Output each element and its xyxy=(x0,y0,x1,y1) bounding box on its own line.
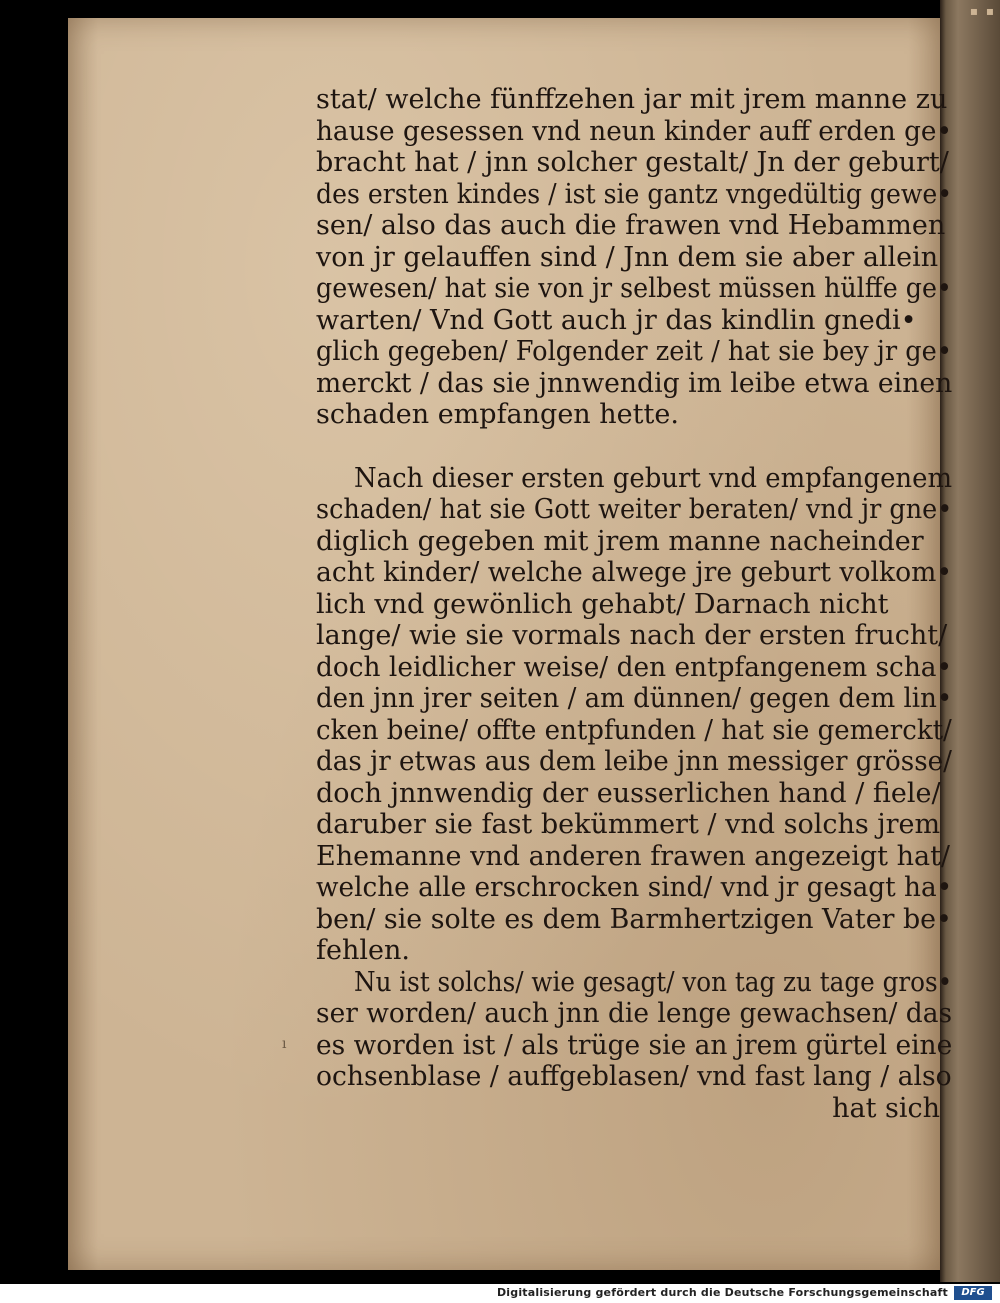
text-line: ser worden/ auch jnn die lenge gewachsen/ das xyxy=(316,998,953,1029)
catchword: hat sich xyxy=(832,1092,940,1124)
text-line: von jr gelauffen sind / Jnn dem sie aber allein xyxy=(316,241,939,273)
text-line: merckt / das sie jnnwendig im leibe etwa einen xyxy=(316,367,953,399)
text-line: schaden/ hat sie Gott weiter beraten/ vnd jr gne• xyxy=(316,494,953,525)
text-line: fehlen. xyxy=(316,935,410,966)
text-line: es worden ist / als trüge sie an jrem gürtel eine xyxy=(316,1029,953,1061)
text-line: sen/ also das auch die frawen vnd Hebammen xyxy=(316,210,946,241)
text-line: ben/ sie solte es dem Barmhertzigen Vater be• xyxy=(316,903,952,935)
text-line: Nu ist solchs/ wie gesagt/ von tag zu tage gros• xyxy=(354,966,953,998)
paragraph-2 xyxy=(316,463,966,967)
text-line: diglich gegeben mit jrem manne nacheinder xyxy=(316,525,924,557)
text-line: des ersten kindes / ist sie gantz vngedültig gewe• xyxy=(316,178,953,210)
edge-marks: ▪ ▪ xyxy=(969,4,996,18)
text-line: doch jnnwendig der eusserlichen hand / fiele/ xyxy=(316,777,941,809)
margin-mark: ı xyxy=(282,1036,287,1052)
text-line: den jnn jrer seiten / am dünnen/ gegen dem lin• xyxy=(316,683,953,714)
text-line: cken beine/ offte entpfunden / hat sie gemerckt/ xyxy=(316,714,952,746)
text-line: lange/ wie sie vormals nach der ersten frucht/ xyxy=(316,620,948,651)
text-line: daruber sie fast bekümmert / vnd solchs jrem xyxy=(316,809,941,840)
text-line: das jr etwas aus dem leibe jnn messiger grösse/ xyxy=(316,746,952,777)
text-line: gewesen/ hat sie von jr selbest müssen hülffe ge• xyxy=(316,273,952,304)
text-line: acht kinder/ welche alwege jre geburt volkom• xyxy=(316,557,953,588)
text-line: bracht hat / jnn solcher gestalt/ Jn der geburt/ xyxy=(316,147,949,178)
paragraph-gap xyxy=(316,431,966,463)
text-line: doch leidlicher weise/ den entpfangenem scha• xyxy=(316,651,953,683)
page-text xyxy=(316,84,966,1124)
text-line: welche alle erschrocken sind/ vnd jr gesagt ha• xyxy=(316,872,953,903)
footer-bar xyxy=(0,1284,1000,1303)
text-line: glich gegeben/ Folgender zeit / hat sie bey jr ge• xyxy=(316,336,952,367)
text-line: ochsenblase / auffgeblasen/ vnd fast lang / also xyxy=(316,1061,952,1092)
text-line: Nach dieser ersten geburt vnd empfangenem xyxy=(354,462,953,494)
funding-credit: Digitalisierung gefördert durch die Deutsche Forschungsgemeinschaft xyxy=(496,1286,948,1299)
paragraph-3 xyxy=(316,967,966,1125)
text-line: hause gesessen vnd neun kinder auff erden ge• xyxy=(316,115,953,147)
text-line: stat/ welche fünffzehen jar mit jrem manne zu xyxy=(316,84,948,115)
dfg-logo: DFG xyxy=(954,1286,992,1300)
paragraph-1 xyxy=(316,84,966,431)
text-line: Ehemanne vnd anderen frawen angezeigt hat/ xyxy=(316,840,951,872)
text-line: lich vnd gewönlich gehabt/ Darnach nicht xyxy=(316,588,889,620)
text-line: schaden empfangen hette. xyxy=(316,399,679,430)
text-line: warten/ Vnd Gott auch jr das kindlin gnedi• xyxy=(316,304,917,336)
